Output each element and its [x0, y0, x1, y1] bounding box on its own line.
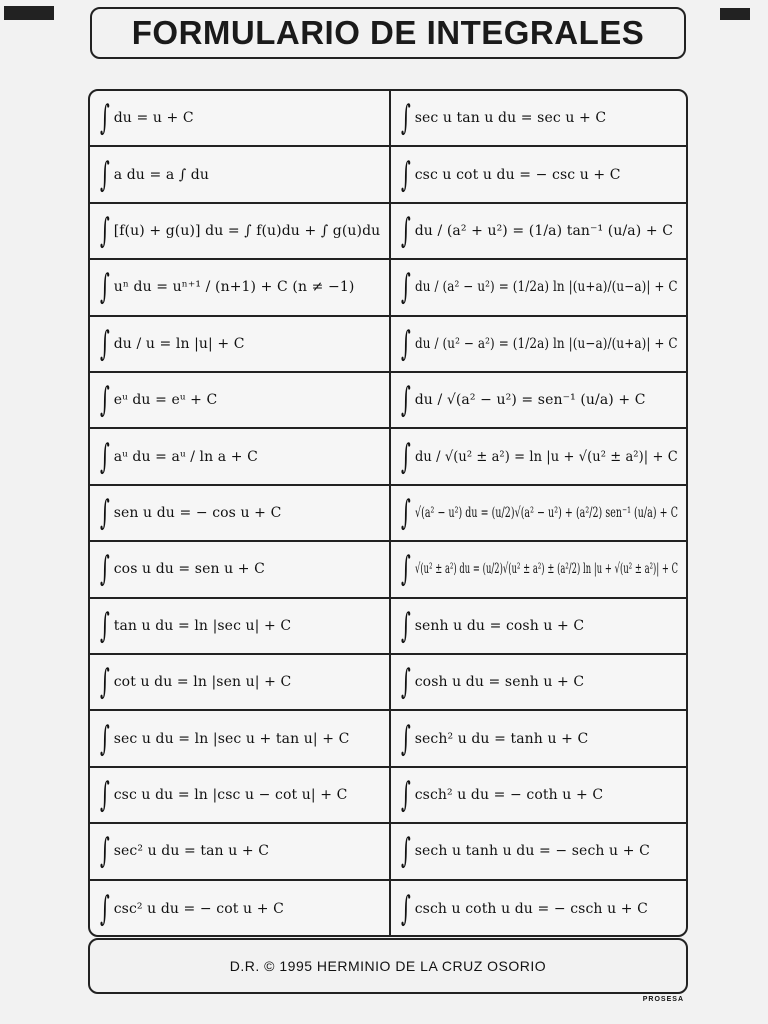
integral-sign-icon: ∫	[400, 718, 411, 759]
formula-cell-right	[391, 655, 686, 709]
integral-sign-icon: ∫	[99, 662, 110, 703]
integral-sign-icon: ∫	[400, 492, 411, 533]
formula-expression: cos u du = sen u + C	[113, 561, 265, 578]
integral-sign-icon: ∫	[400, 154, 411, 195]
formula-cell-left	[90, 373, 389, 427]
integral-sign-icon: ∫	[99, 98, 110, 139]
integral-sign-icon: ∫	[99, 549, 110, 590]
formula-cell-left	[90, 260, 389, 314]
formula-expression: du = u + C	[113, 110, 194, 127]
formula-cell-right	[391, 260, 686, 314]
formula-cell-left	[90, 824, 389, 878]
formula-expression: sen u du = − cos u + C	[113, 504, 282, 521]
formula-expression: csc u cot u du = − csc u + C	[414, 166, 621, 183]
formula-row	[90, 881, 686, 937]
formula-expression: sec u tan u du = sec u + C	[414, 110, 607, 127]
formula-expression: csch u coth u du = − csch u + C	[414, 900, 648, 917]
integral-sign-icon: ∫	[400, 380, 411, 421]
integral-sign-icon: ∫	[99, 267, 110, 308]
integral-sign-icon: ∫	[99, 718, 110, 759]
formula-cell-left	[90, 91, 389, 145]
formula-cell-left	[90, 711, 389, 765]
footer-box	[88, 938, 688, 994]
formula-cell-right	[391, 204, 686, 258]
formula-cell-left	[90, 655, 389, 709]
formula-expression: sech² u du = tanh u + C	[414, 730, 589, 747]
integral-sign-icon: ∫	[99, 380, 110, 421]
integral-sign-icon: ∫	[400, 436, 411, 477]
integral-sign-icon: ∫	[99, 323, 110, 364]
formula-expression: du / (u² − a²) = (1/2a) ln |(u−a)/(u+a)| + C	[414, 335, 678, 352]
formula-expression: uⁿ du = uⁿ⁺¹ / (n+1) + C (n ≠ −1)	[113, 279, 355, 296]
formula-expression: sec u du = ln |sec u + tan u| + C	[113, 730, 350, 747]
formula-expression: csc u du = ln |csc u − cot u| + C	[113, 786, 348, 803]
integral-sign-icon: ∫	[99, 154, 110, 195]
formula-expression: tan u du = ln |sec u| + C	[113, 617, 292, 634]
integral-sign-icon: ∫	[400, 888, 411, 929]
scan-corner-mark-right	[720, 8, 750, 20]
integral-sign-icon: ∫	[400, 662, 411, 703]
integral-sign-icon: ∫	[99, 831, 110, 872]
formula-expression: senh u du = cosh u + C	[414, 617, 585, 634]
formula-expression: du / √(u² ± a²) = ln |u + √(u² ± a²)| + C	[414, 448, 678, 465]
integral-sign-icon: ∫	[400, 210, 411, 251]
formula-cell-left	[90, 429, 389, 483]
integral-sign-icon: ∫	[400, 831, 411, 872]
formula-cell-right	[391, 486, 686, 540]
integral-sign-icon: ∫	[99, 492, 110, 533]
integral-sign-icon: ∫	[400, 774, 411, 815]
integral-sign-icon: ∫	[400, 323, 411, 364]
integral-sign-icon: ∫	[400, 98, 411, 139]
integral-sign-icon: ∫	[400, 549, 411, 590]
formula-row	[90, 824, 686, 880]
integral-sign-icon: ∫	[99, 774, 110, 815]
formula-cell-right	[391, 91, 686, 145]
formula-cell-right	[391, 542, 686, 596]
copyright-text: D.R. © 1995 HERMINIO DE LA CRUZ OSORIO	[229, 958, 547, 974]
integral-sign-icon: ∫	[400, 267, 411, 308]
formula-expression: √(u² ± a²) du = (u/2)√(u² ± a²) ± (a²/2) ln |u + √(u² ± a²)| + C	[414, 561, 678, 578]
formula-row	[90, 147, 686, 203]
formula-row	[90, 599, 686, 655]
formula-cell-left	[90, 542, 389, 596]
formula-table	[88, 89, 688, 937]
formula-row	[90, 711, 686, 767]
formula-expression: sech u tanh u du = − sech u + C	[414, 843, 650, 860]
formula-expression: cosh u du = senh u + C	[414, 674, 585, 691]
integral-sign-icon: ∫	[400, 605, 411, 646]
formula-row	[90, 655, 686, 711]
formula-cell-left	[90, 881, 389, 937]
formula-expression: cot u du = ln |sen u| + C	[113, 674, 292, 691]
formula-expression: csc² u du = − cot u + C	[113, 900, 284, 917]
formula-cell-left	[90, 204, 389, 258]
formula-expression: a du = a ∫ du	[113, 166, 209, 183]
formula-row	[90, 317, 686, 373]
formula-expression: √(a² − u²) du = (u/2)√(a² − u²) + (a²/2) sen⁻¹ (u/a) + C	[414, 504, 678, 521]
formula-cell-right	[391, 373, 686, 427]
publisher-mark: PROSESA	[642, 996, 684, 1003]
integral-sign-icon: ∫	[99, 605, 110, 646]
formula-cell-left	[90, 147, 389, 201]
formula-expression: du / u = ln |u| + C	[113, 335, 245, 352]
formula-expression: du / √(a² − u²) = sen⁻¹ (u/a) + C	[414, 392, 646, 409]
integral-sign-icon: ∫	[99, 436, 110, 477]
formula-row	[90, 486, 686, 542]
formula-expression: [f(u) + g(u)] du = ∫ f(u)du + ∫ g(u)du	[113, 222, 381, 239]
integral-sign-icon: ∫	[99, 210, 110, 251]
formula-cell-right	[391, 881, 686, 937]
formula-cell-right	[391, 147, 686, 201]
formula-expression: du / (a² + u²) = (1/a) tan⁻¹ (u/a) + C	[414, 222, 674, 239]
formula-row	[90, 768, 686, 824]
formula-cell-right	[391, 317, 686, 371]
formula-expression: eᵘ du = eᵘ + C	[113, 392, 218, 409]
formula-cell-right	[391, 824, 686, 878]
formula-cell-right	[391, 599, 686, 653]
formula-row	[90, 542, 686, 598]
formula-expression: csch² u du = − coth u + C	[414, 786, 604, 803]
page-title: FORMULARIO DE INTEGRALES	[131, 14, 645, 51]
formula-expression: du / (a² − u²) = (1/2a) ln |(u+a)/(u−a)| + C	[414, 279, 678, 296]
formula-cell-left	[90, 599, 389, 653]
formula-cell-left	[90, 768, 389, 822]
formula-row	[90, 260, 686, 316]
formula-cell-left	[90, 317, 389, 371]
formula-cell-right	[391, 768, 686, 822]
formula-cell-right	[391, 429, 686, 483]
formula-expression: sec² u du = tan u + C	[113, 843, 270, 860]
formula-cell-right	[391, 711, 686, 765]
formula-row	[90, 373, 686, 429]
title-box	[90, 7, 686, 59]
integral-sign-icon: ∫	[99, 888, 110, 929]
formula-row	[90, 429, 686, 485]
formula-row	[90, 204, 686, 260]
formula-cell-left	[90, 486, 389, 540]
formula-expression: aᵘ du = aᵘ / ln a + C	[113, 448, 258, 465]
formula-row	[90, 91, 686, 147]
scan-corner-mark-left	[4, 6, 54, 20]
